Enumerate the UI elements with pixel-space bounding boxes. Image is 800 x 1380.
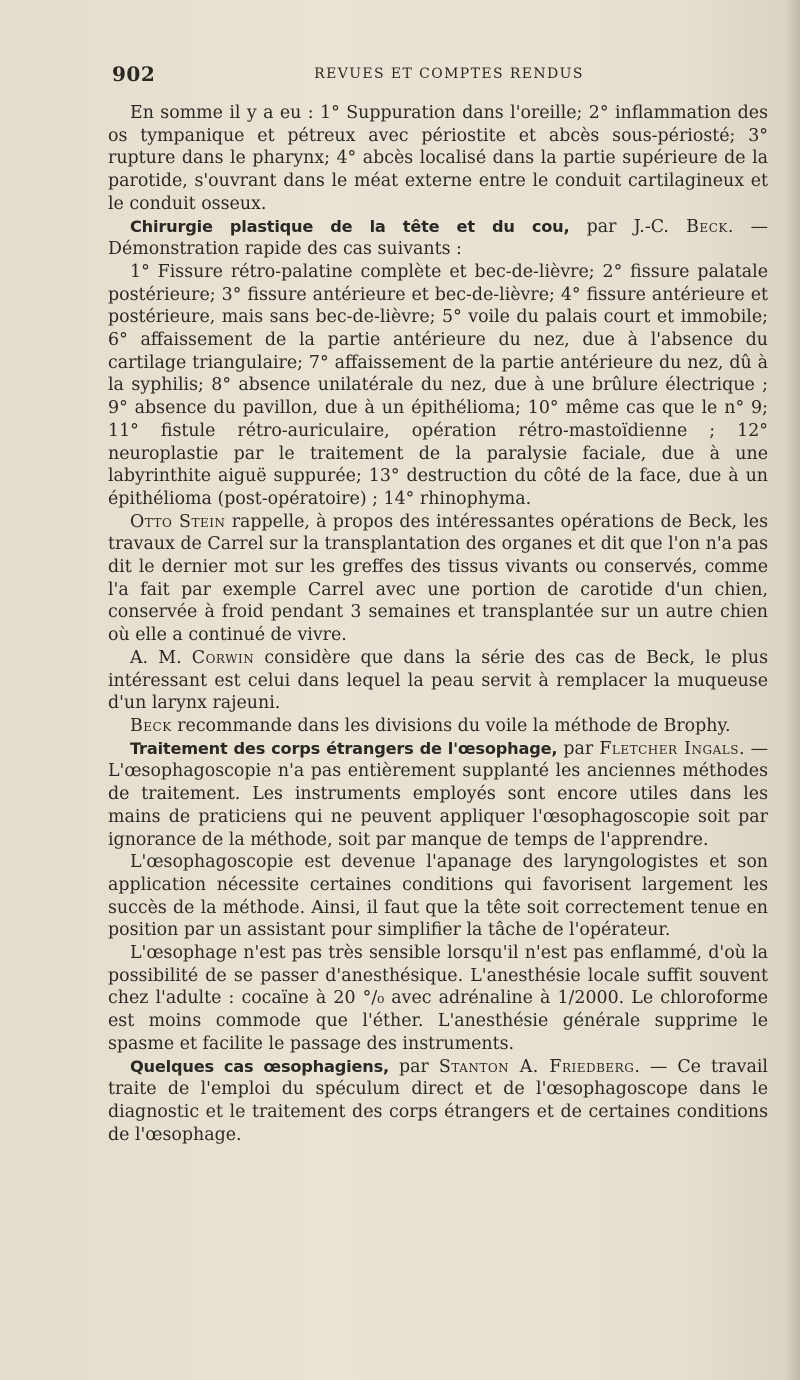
author-name: Otto Stein — [130, 511, 226, 532]
author-name: Corwin — [191, 647, 255, 668]
author-name: Stanton A. Friedberg — [438, 1056, 635, 1077]
paragraph-section-chirurgie: Chirurgie plastique de la tête et du cou, par J.-C. Beck. — Démonstration rapide des cas suivants : — [108, 216, 768, 260]
paragraph-anesthesie: L'œsophage n'est pas très sensible lorsqu'il n'est pas enflammé, d'où la possibilité de se passer d'anesthésique. L'anesthésie locale suffit souvent chez l'adulte : cocaïne à 20 °/₀ avec adrénaline à 1/2000. Le chloroforme est moins commode que l'éther. L'anesthésie générale supprime le spasme et facilite le passage des instruments. — [108, 943, 768, 1054]
paragraph-corwin: A. M. Corwin considère que dans la série des cas de Beck, le plus intéressant est celui dans lequel la peau servit à remplacer la muqueuse d'un larynx rajeuni. — [108, 647, 768, 714]
page-header — [112, 62, 766, 88]
running-title: REVUES ET COMPTES RENDUS — [314, 66, 584, 82]
author-name: J.-C. — [633, 216, 687, 237]
section-heading: Chirurgie plastique de la tête et du cou, — [130, 216, 570, 236]
page-edge-shadow — [786, 0, 800, 1380]
paragraph-oesophagoscopie: L'œsophagoscopie est devenue l'apanage des laryngologistes et son application nécessite certaines conditions qui favorisent largement les succès de la méthode. Ainsi, il faut que la tête soit correctement tenue en position par un assistant pour simplifier la tâche de l'opérateur. — [108, 852, 768, 941]
paragraph-summary: En somme il y a eu : 1° Suppuration dans l'oreille; 2° inflammation des os tympanique et pétreux avec périostite et abcès sous-périosté; 3° rupture dans le pharynx; 4° abcès localisé dans la partie supérieure de la parotide, s'ouvrant dans le méat externe entre le conduit cartilagineux et le conduit osseux. — [108, 103, 768, 214]
section-heading: Traitement des corps étrangers de l'œsophage, — [130, 738, 558, 758]
paragraph-section-oesophage: Traitement des corps étrangers de l'œsophage, par Fletcher Ingals. — L'œsophagoscopie n'a pas entièrement supplanté les anciennes méthodes de traitement. Les instruments employés sont encore utiles dans les mains de praticiens qui ne peuvent appliquer l'œsophagoscopie soit par ignorance de la méthode, soit par manque de temps de l'apprendre. — [108, 738, 768, 850]
author-name: A. M. — [130, 647, 192, 668]
author-name: Beck — [130, 715, 172, 736]
section-heading: Quelques cas œsophagiens, — [130, 1056, 389, 1076]
page-number: 902 — [112, 62, 156, 86]
paragraph-stein: Otto Stein rappelle, à propos des intéressantes opérations de Beck, les travaux de Carrel sur la transplantation des organes et dit que l'on n'a pas dit le dernier mot sur les greffes des tissus vivants ou conservés, comme l'a fait par exemple Carrel avec une portion de carotide d'un chien, conservée à froid pendant 3 semaines et transplantée sur un autre chien où elle a continué de vivre. — [108, 511, 768, 646]
author-name: Fletcher Ingals — [599, 738, 739, 759]
paragraph-section-cas: Quelques cas œsophagiens, par Stanton A. Friedberg. — Ce travail traite de l'emploi du spéculum direct et de l'œsophagoscope dans le diagnostic et le traitement des corps étrangers et de certaines conditions de l'œsophage. — [108, 1056, 768, 1145]
article-body — [108, 102, 768, 1146]
paragraph-beck: Beck recommande dans les divisions du voile la méthode de Brophy. — [130, 715, 731, 736]
author-name: Beck — [686, 216, 728, 237]
paragraph-case-list: 1° Fissure rétro-palatine complète et bec-de-lièvre; 2° fissure palatale postérieure; 3° fissure antérieure et bec-de-lièvre; 4° fissure antérieure et postérieure, mais sans bec-de-lièvre; 5° voile du palais court et immobile; 6° affaissement de la partie antérieure du nez, due à l'absence du cartilage triangulaire; 7° affaissement de la partie antérieure du nez, dû à la syphilis; 8° absence unilatérale du nez, due à une brûlure électrique ; 9° absence du pavillon, due à un épithélioma; 10° même cas que le n° 9; 11° fistule rétro-auriculaire, opération rétro-mastoïdienne ; 12° neuroplastie par le traitement de la paralysie faciale, due à une labyrinthite aiguë suppurée; 13° destruction du côté de la face, due à un épithélioma (post-opératoire) ; 14° rhinophyma. — [108, 261, 768, 509]
